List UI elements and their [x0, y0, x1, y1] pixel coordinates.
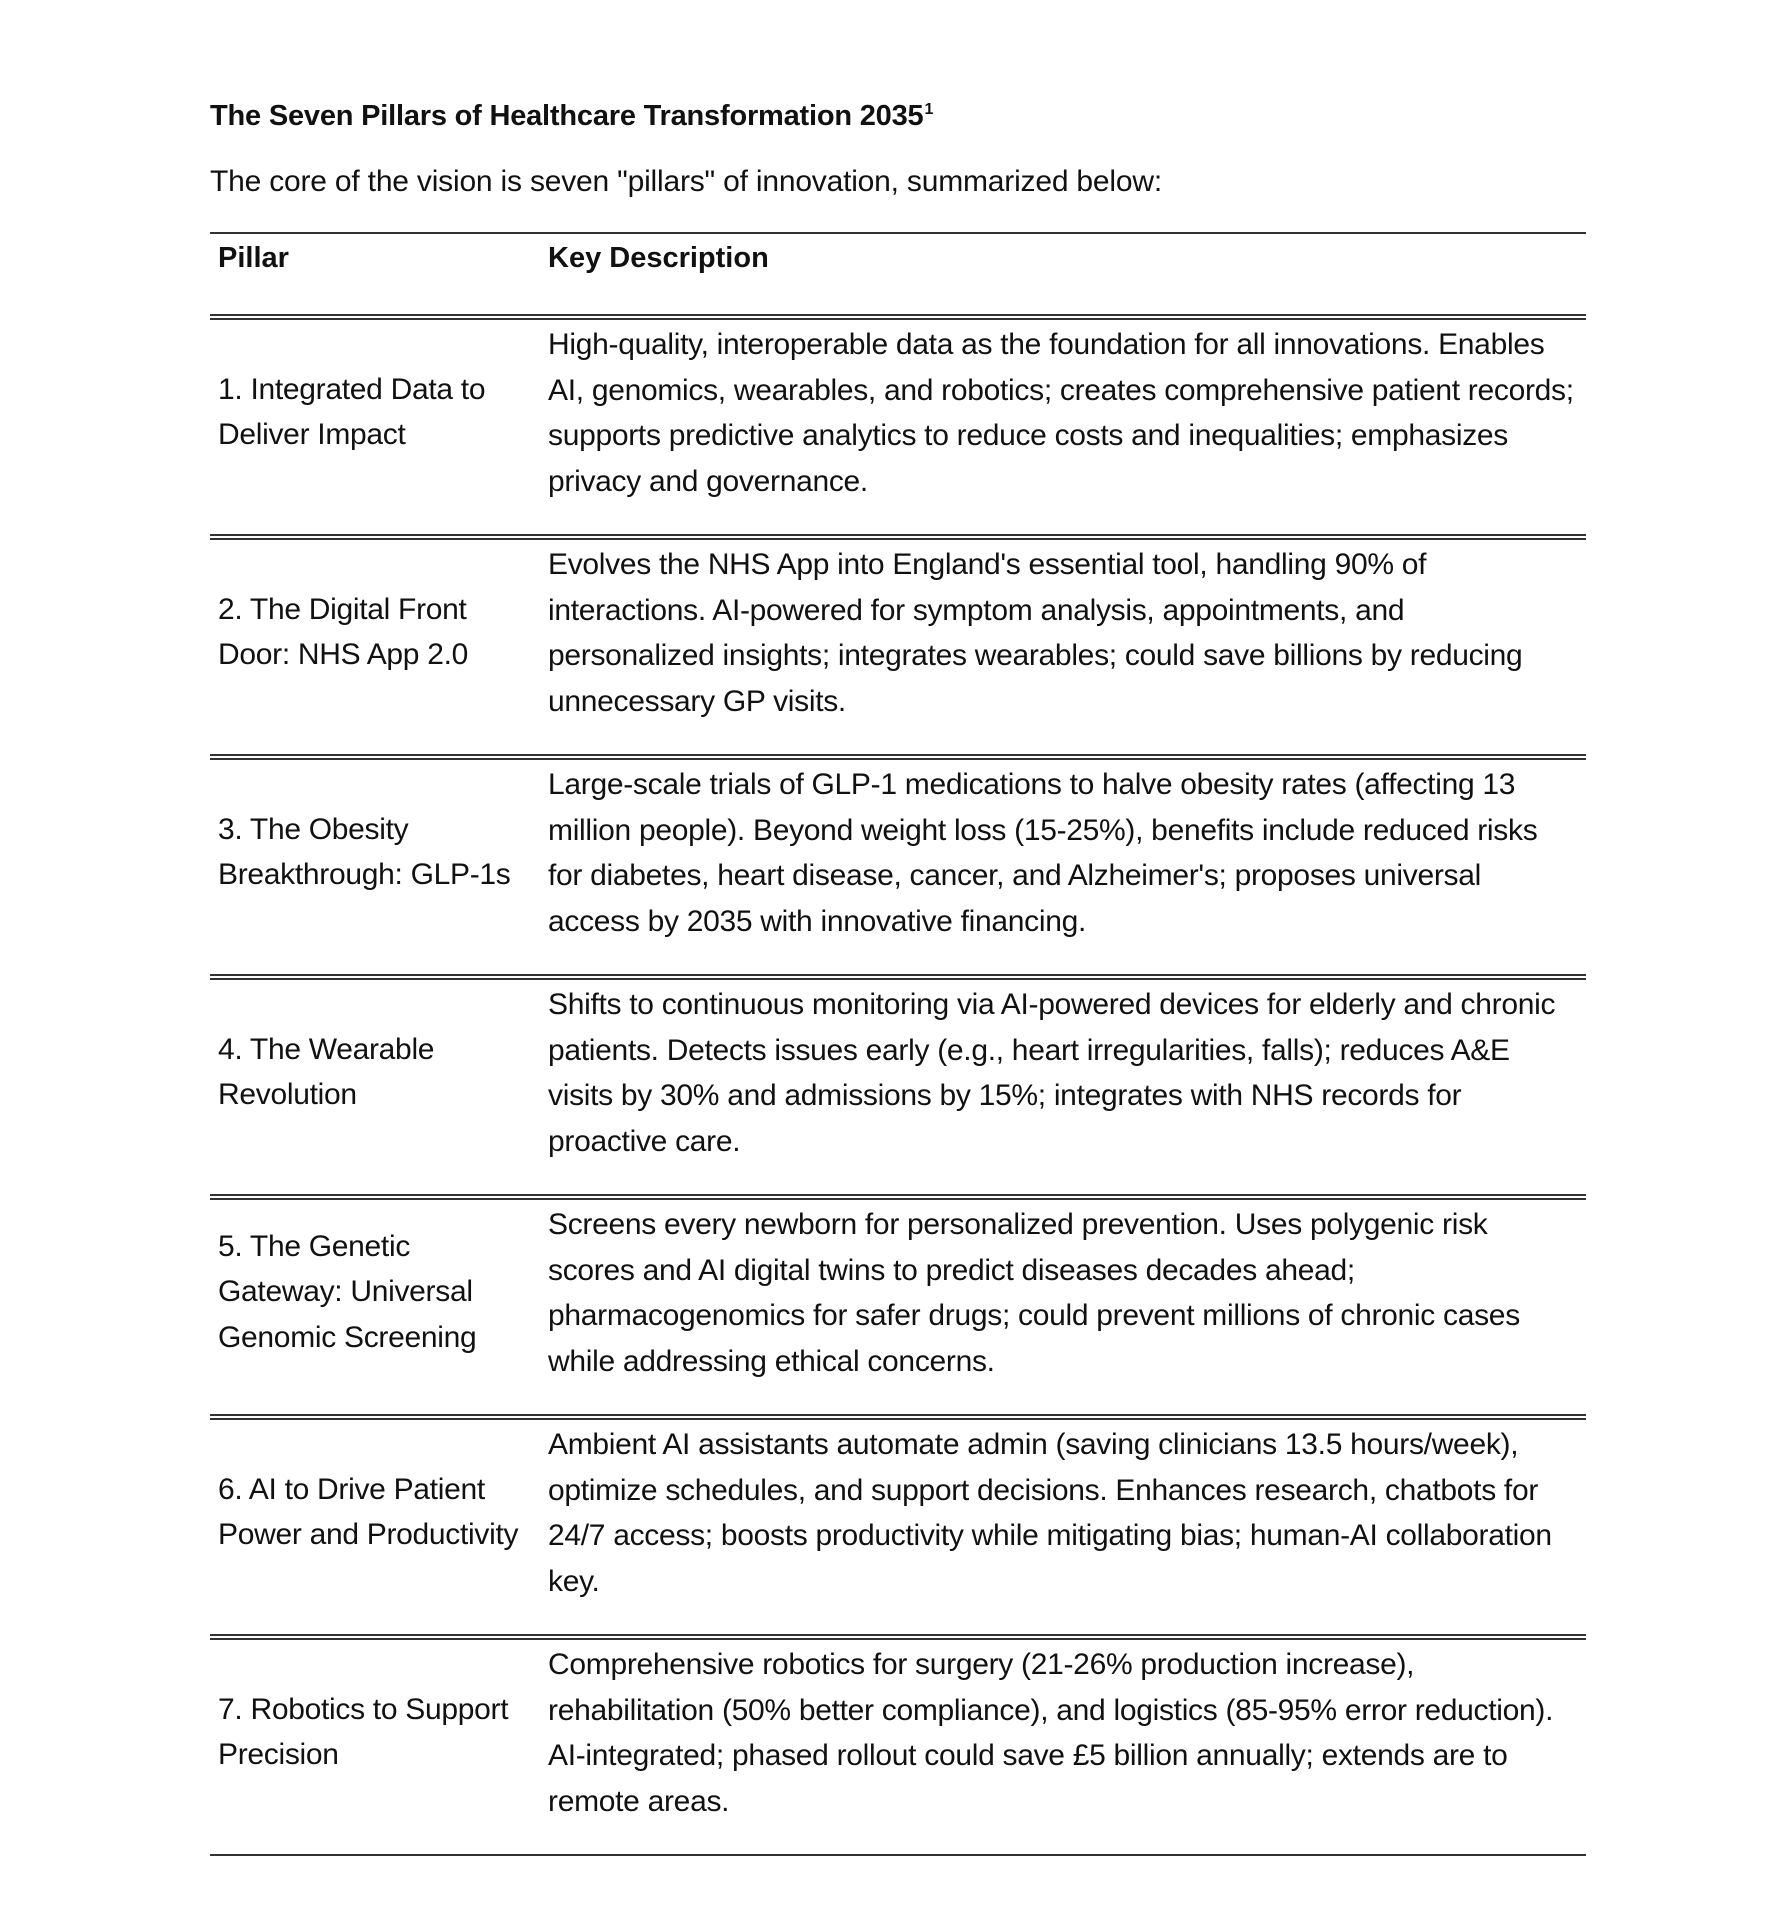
table-row [210, 1417, 1586, 1637]
description-cell: High-quality, interoperable data as the foundation for all innovations. Enables AI, genomics, wearables, and robotics; creates comprehensive patient records; supports predictive analytics to reduce costs and inequalities; emphasizes privacy and governance. [548, 328, 1574, 498]
header-pillar: Pillar [210, 233, 540, 317]
pillar-cell: 1. Integrated Data to Deliver Impact [218, 372, 486, 451]
pillar-cell: 4. The Wearable Revolution [218, 1032, 435, 1111]
table-row [210, 537, 1586, 757]
intro-paragraph: The core of the vision is seven "pillars" of innovation, summarized below: [210, 165, 1162, 198]
pillar-cell: 2. The Digital Front Door: NHS App 2.0 [218, 592, 469, 671]
table-row [210, 757, 1586, 977]
table-row [210, 1637, 1586, 1855]
description-cell: Screens every newborn for personalized prevention. Uses polygenic risk scores and AI digital twins to predict diseases decades ahead; pharmacogenomics for safer drugs; could prevent millions of chronic cases while addressing ethical concerns. [548, 1208, 1520, 1378]
table-header-row [210, 233, 1586, 317]
table-row [210, 977, 1586, 1197]
table-header [210, 233, 1586, 317]
header-key-description: Key Description [540, 233, 1586, 317]
table-row [210, 317, 1586, 537]
pillar-cell: 3. The Obesity Breakthrough: GLP-1s [218, 812, 511, 891]
document-title [210, 96, 1586, 136]
table-body [210, 317, 1586, 1855]
pillars-table [210, 232, 1586, 1856]
title-text: The Seven Pillars of Healthcare Transformation 2035 [210, 100, 924, 132]
table-row [210, 1197, 1586, 1417]
description-cell: Evolves the NHS App into England's essential tool, handling 90% of interactions. AI-powered for symptom analysis, appointments, and personalized insights; integrates wearables; could save billions by reducing unnecessary GP visits. [548, 548, 1523, 718]
description-cell: Ambient AI assistants automate admin (saving clinicians 13.5 hours/week), optimize schedules, and support decisions. Enhances research, chatbots for 24/7 access; boosts productivity while mitigating bias; human-AI collaboration key. [548, 1428, 1552, 1598]
pillar-cell: 5. The Genetic Gateway: Universal Genomic Screening [218, 1229, 477, 1354]
document-page [210, 96, 1586, 1856]
pillar-cell: 7. Robotics to Support Precision [218, 1692, 509, 1771]
pillar-cell: 6. AI to Drive Patient Power and Productivity [218, 1472, 519, 1551]
description-cell: Shifts to continuous monitoring via AI-powered devices for elderly and chronic patients. Detects issues early (e.g., heart irregularities, falls); reduces A&E visits by 30% and admissions by 15%; integrates with NHS records for proactive care. [548, 988, 1556, 1158]
title-footnote-marker[interactable]: 1 [924, 101, 934, 119]
description-cell: Comprehensive robotics for surgery (21-26% production increase), rehabilitation (50% better compliance), and logistics (85-95% error reduction). AI-integrated; phased rollout could save £5 billion annually; extends are to remote areas. [548, 1648, 1554, 1818]
description-cell: Large-scale trials of GLP-1 medications to halve obesity rates (affecting 13 million people). Beyond weight loss (15-25%), benefits include reduced risks for diabetes, heart disease, cancer, and Alzheimer's; proposes universal access by 2035 with innovative financing. [548, 768, 1538, 938]
